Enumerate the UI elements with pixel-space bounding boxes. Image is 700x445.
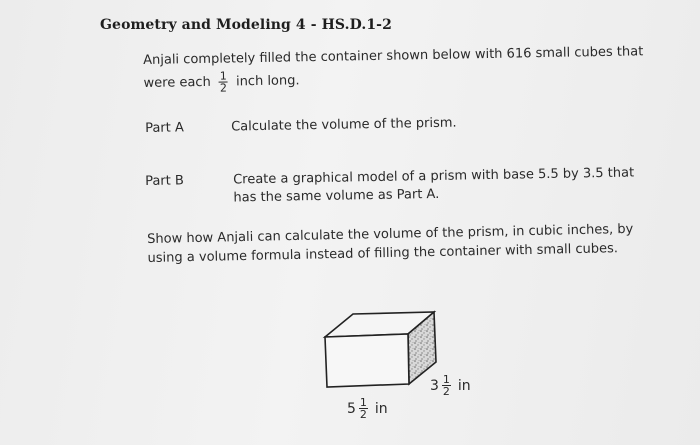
cube-size-fraction (219, 71, 228, 94)
problem-intro (143, 41, 664, 95)
part-b-text (233, 164, 654, 207)
show-line-2: using a volume formula instead of filling the container with small cubes. (147, 241, 619, 266)
depth-numerator: 1 (442, 373, 450, 386)
part-b-label: Part B (145, 173, 184, 189)
length-numerator: 1 (359, 396, 367, 409)
show-line-1: Show how Anjali can calculate the volume of the prism, in cubic inches, by (147, 221, 634, 247)
length-label (347, 397, 388, 420)
fraction-numerator: 1 (219, 69, 227, 83)
depth-fraction (442, 374, 451, 397)
worksheet-title: Geometry and Modeling 4 - HS.D.1-2 (100, 17, 392, 33)
length-whole: 5 (347, 400, 356, 417)
part-b (145, 164, 646, 213)
prism-front-face (325, 334, 409, 387)
length-denominator: 2 (359, 408, 367, 421)
part-a-text: Calculate the volume of the prism. (231, 115, 457, 135)
part-a (145, 111, 645, 140)
part-a-label: Part A (145, 120, 184, 136)
depth-unit: in (457, 377, 471, 394)
part-b-line-2: has the same volume as Part A. (233, 186, 440, 206)
depth-whole: 3 (430, 377, 439, 394)
intro-line-1: Anjali completely filled the container shown below with 616 small cubes that (143, 44, 644, 68)
length-unit: in (374, 400, 388, 417)
intro-text-before: were each (143, 74, 211, 91)
part-b-line-1: Create a graphical model of a prism with base 5.5 by 3.5 that (233, 165, 635, 188)
intro-text-after: inch long. (235, 73, 300, 90)
depth-label (430, 374, 471, 397)
length-fraction (359, 397, 368, 420)
show-prompt (147, 220, 648, 268)
depth-denominator: 2 (442, 385, 450, 398)
fraction-denominator: 2 (219, 81, 228, 95)
